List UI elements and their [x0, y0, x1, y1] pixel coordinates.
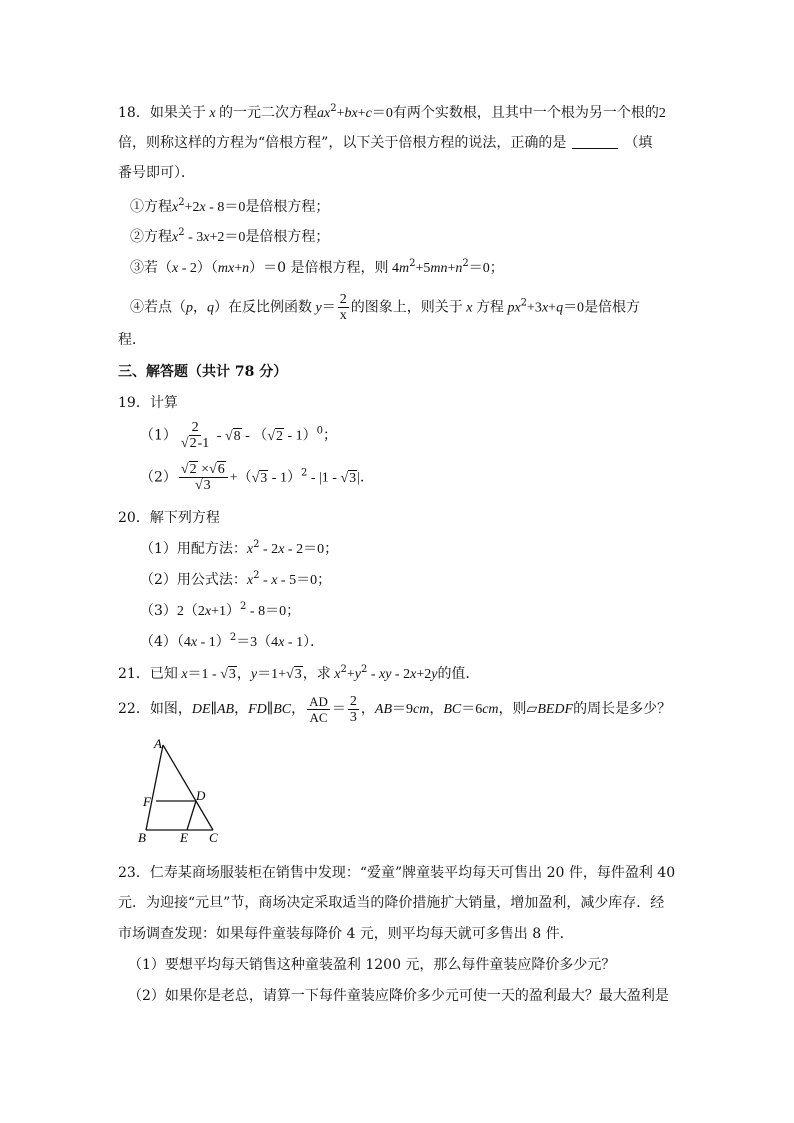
q20-title: 20．解下列方程 — [118, 510, 220, 526]
q20-part1: （1）用配方法：$x^2 - 2x - 2=0$； — [140, 539, 339, 557]
q18-item1: ①方程$x^2+2x - 8=0$是倍根方程； — [130, 197, 330, 215]
segment-ac — [163, 745, 213, 830]
q23-line1: 23．仁寿某商场服装柜在销售中发现：“爱童”牌童装平均每天可售出 20 件，每件盈利 40 — [118, 865, 676, 881]
q19-part1: （1） $\frac{2}{√2-1}$ - √8 - （√2 - 1）$^0$； — [140, 420, 338, 451]
label-b: B — [138, 830, 146, 845]
q18-line3: 番号即可）． — [118, 165, 195, 181]
q20-part2: （2）用公式法：$x^2 - x - 5=0$； — [140, 570, 332, 588]
q18-end: 程． — [118, 332, 146, 348]
section-title: 三、解答题（共计 78 分） — [118, 364, 288, 380]
q19-title: 19．计算 — [118, 395, 178, 411]
label-e: E — [180, 830, 188, 845]
label-c: C — [209, 830, 218, 845]
label-f: F — [143, 794, 151, 809]
geometry-figure — [136, 734, 236, 846]
q18-item2: ②方程$x^2 - 3x+2=0$是倍根方程； — [130, 227, 330, 245]
label-d: D — [196, 788, 206, 803]
q23-part2: （2）如果你是老总，请算一下每件童装应降价多少元可使一天的盈利最大？最大盈利是 — [128, 988, 669, 1004]
segment-de — [187, 801, 196, 830]
q18-line2: 倍，则称这样的方程为“倍根方程”，以下关于倍根方程的说法，正确的是 （填 — [118, 135, 653, 151]
q20-part4: （4）（4x - 1）$^2$＝3（4x - 1）． — [140, 632, 325, 650]
q18-line1: 18．如果关于 x 的一元二次方程$ax^2+bx+c=0$有两个实数根，且其中一个根为另一个根的2 — [118, 103, 666, 121]
q20-part3: $(3)2(2x+1)^2 - 8=0$； — [140, 601, 301, 619]
q23-line2: 元．为迎接“元旦”节，商场决定采取适当的降价措施扩大销量，增加盈利，减少库存．经 — [118, 895, 665, 911]
segment-ab — [146, 745, 163, 830]
q18-item3: ③若（x - 2）（mx+n）＝0 是倍根方程，则 $4m^2+5mn+n^2=0$； — [130, 258, 504, 276]
q23-line3: 市场调查发现：如果每件童装每降价 4 元，则平均每天就可多售出 8 件． — [118, 926, 574, 942]
q19-part2: （2） $\frac{√2 \times√6}{√3}$ +（√3 - 1）$^2$ - |1 - √3|． — [140, 462, 374, 493]
q23-part1: （1）要想平均每天销售这种童装盈利 1200 元，那么每件童装应降价多少元？ — [128, 957, 616, 973]
label-a: A — [154, 736, 162, 751]
answer-blank[interactable] — [572, 134, 618, 149]
q21: 21．已知 x＝1 - √3，y＝1+√3，求 $x^2+y^2$ - xy - 2x+2y的值． — [118, 664, 480, 682]
q18-item4: ④若点（p，q）在反比例函数 y＝ $\frac{2}{x}$ 的图象上，则关于 x 方程 $px^2+3x+q=0$是倍根方 — [130, 292, 641, 323]
q22: 22．如图，DE∥AB，FD∥BC， $\frac{AD}{AC}$ ＝ $\frac{2}{3}$ ，AB＝9cm，BC＝6cm，则▱BEDF的周长是多少？ — [118, 693, 672, 725]
